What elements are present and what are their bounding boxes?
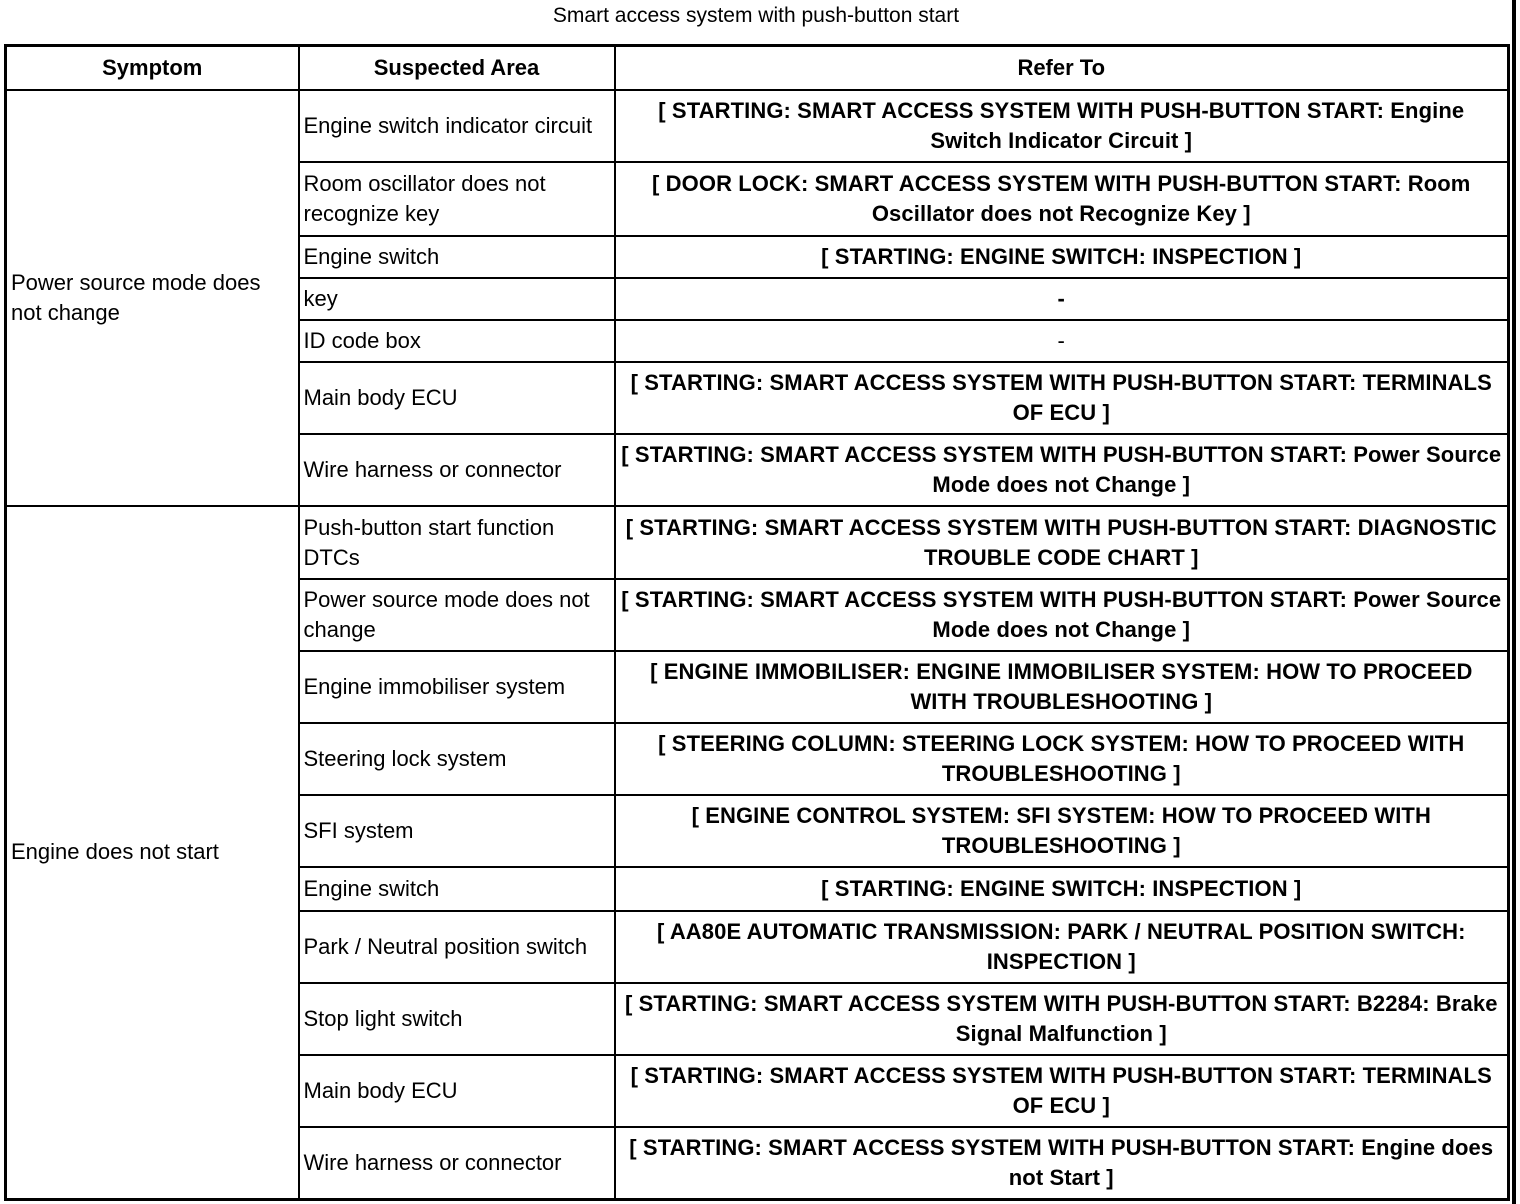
right-margin-rule <box>1512 0 1516 1204</box>
suspected-area-cell: Engine switch <box>299 867 615 911</box>
refer-to-link[interactable]: [ STEERING COLUMN: STEERING LOCK SYSTEM: HOW TO PROCEED WITH TROUBLESHOOTING ] <box>615 723 1509 795</box>
refer-to-link[interactable]: [ STARTING: SMART ACCESS SYSTEM WITH PUSH-BUTTON START: Engine does not Start ] <box>615 1127 1509 1199</box>
refer-to-link[interactable]: [ DOOR LOCK: SMART ACCESS SYSTEM WITH PUSH-BUTTON START: Room Oscillator does not Recognize Key ] <box>615 162 1509 236</box>
refer-to-cell: - <box>615 320 1509 362</box>
refer-to-link[interactable]: [ STARTING: ENGINE SWITCH: INSPECTION ] <box>615 236 1509 278</box>
suspected-area-cell: ID code box <box>299 320 615 362</box>
refer-to-link[interactable]: [ ENGINE CONTROL SYSTEM: SFI SYSTEM: HOW TO PROCEED WITH TROUBLESHOOTING ] <box>615 795 1509 867</box>
header-symptom: Symptom <box>6 46 299 91</box>
suspected-area-cell: Room oscillator does not recognize key <box>299 162 615 236</box>
suspected-area-cell: Stop light switch <box>299 983 615 1055</box>
header-row <box>6 46 1509 91</box>
suspected-area-cell: Main body ECU <box>299 1055 615 1127</box>
refer-to-link[interactable]: [ STARTING: SMART ACCESS SYSTEM WITH PUSH-BUTTON START: TERMINALS OF ECU ] <box>615 1055 1509 1127</box>
refer-to-cell: - <box>615 278 1509 320</box>
suspected-area-cell: Engine switch indicator circuit <box>299 90 615 162</box>
suspected-area-cell: Park / Neutral position switch <box>299 911 615 983</box>
suspected-area-cell: Engine immobiliser system <box>299 651 615 723</box>
refer-to-link[interactable]: [ STARTING: SMART ACCESS SYSTEM WITH PUSH-BUTTON START: DIAGNOSTIC TROUBLE CODE CHART ] <box>615 506 1509 579</box>
suspected-area-cell: Wire harness or connector <box>299 434 615 506</box>
refer-to-link[interactable]: [ STARTING: SMART ACCESS SYSTEM WITH PUSH-BUTTON START: B2284: Brake Signal Malfunction ] <box>615 983 1509 1055</box>
table-row <box>6 506 1509 579</box>
suspected-area-cell: Steering lock system <box>299 723 615 795</box>
suspected-area-cell: key <box>299 278 615 320</box>
symptom-table <box>4 44 1510 1201</box>
table-row <box>6 90 1509 162</box>
suspected-area-cell: SFI system <box>299 795 615 867</box>
refer-to-link[interactable]: [ ENGINE IMMOBILISER: ENGINE IMMOBILISER SYSTEM: HOW TO PROCEED WITH TROUBLESHOOTING ] <box>615 651 1509 723</box>
header-refer-to: Refer To <box>615 46 1509 91</box>
header-suspected-area: Suspected Area <box>299 46 615 91</box>
refer-to-link[interactable]: [ STARTING: SMART ACCESS SYSTEM WITH PUSH-BUTTON START: Power Source Mode does not Change ] <box>615 579 1509 651</box>
refer-to-link[interactable]: [ STARTING: ENGINE SWITCH: INSPECTION ] <box>615 867 1509 911</box>
refer-to-link[interactable]: [ AA80E AUTOMATIC TRANSMISSION: PARK / NEUTRAL POSITION SWITCH: INSPECTION ] <box>615 911 1509 983</box>
suspected-area-cell: Engine switch <box>299 236 615 278</box>
suspected-area-cell: Main body ECU <box>299 362 615 434</box>
symptom-cell: Engine does not start <box>6 506 299 1199</box>
refer-to-link[interactable]: [ STARTING: SMART ACCESS SYSTEM WITH PUSH-BUTTON START: TERMINALS OF ECU ] <box>615 362 1509 434</box>
refer-to-link[interactable]: [ STARTING: SMART ACCESS SYSTEM WITH PUSH-BUTTON START: Power Source Mode does not Change ] <box>615 434 1509 506</box>
suspected-area-cell: Push-button start function DTCs <box>299 506 615 579</box>
table-caption: Smart access system with push-button start <box>552 4 960 27</box>
suspected-area-cell: Wire harness or connector <box>299 1127 615 1199</box>
symptom-cell: Power source mode does not change <box>6 90 299 506</box>
suspected-area-cell: Power source mode does not change <box>299 579 615 651</box>
refer-to-link[interactable]: [ STARTING: SMART ACCESS SYSTEM WITH PUSH-BUTTON START: Engine Switch Indicator Circuit ] <box>615 90 1509 162</box>
